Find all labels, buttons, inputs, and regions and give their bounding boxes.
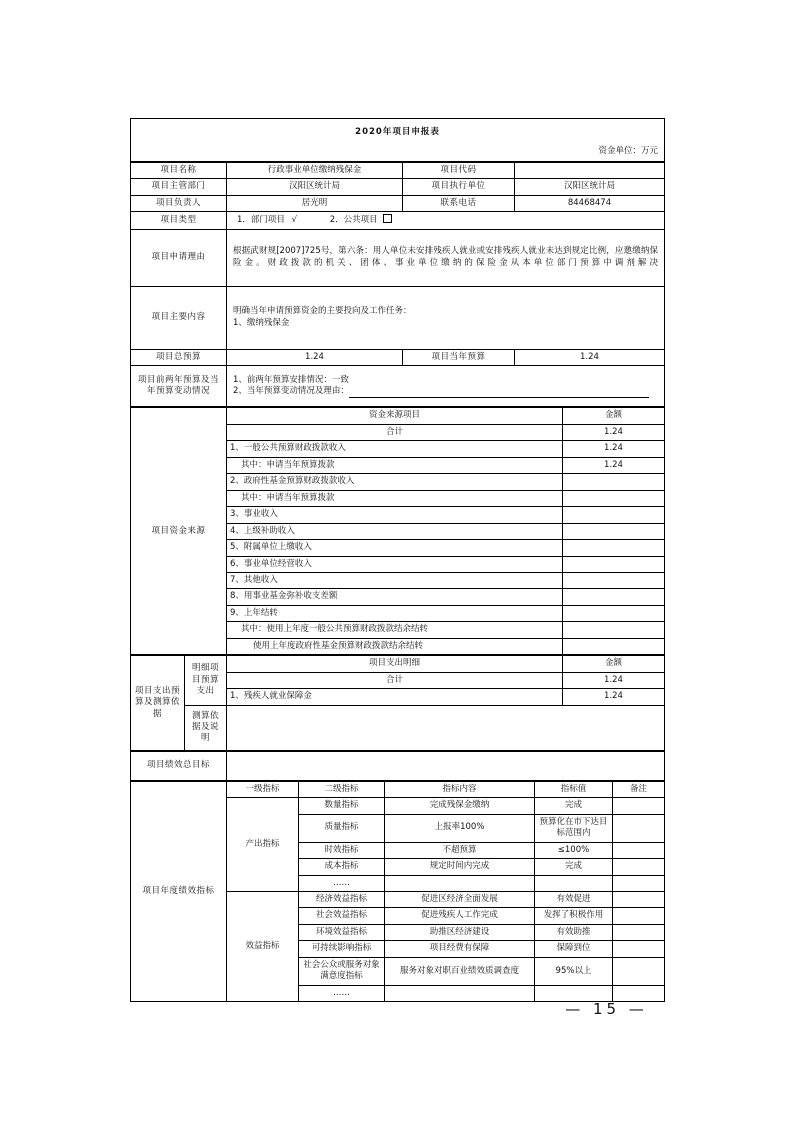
performance-value: 保障到位 xyxy=(535,941,613,957)
performance-note xyxy=(613,842,665,858)
reason-text: 根据武财规[2007]725号，第六条：用人单位未安排残疾人就业或安排残疾人就业未达到规定比例，应邀缴纳保险金。财政拨款的机关、团体、事业单位缴纳的保险金从本单位部门预算中调剂解决 xyxy=(227,229,665,286)
performance-col-level1: 一级指标 xyxy=(227,781,299,797)
funding-amount: 1.24 xyxy=(563,457,665,473)
performance-level2: …… xyxy=(299,985,385,1001)
project-type-option-2-checkbox[interactable] xyxy=(383,214,392,223)
performance-value xyxy=(535,875,613,891)
page-title: 2020年项目申报表 xyxy=(131,119,665,145)
performance-content: 助推区经济建设 xyxy=(385,924,535,940)
performance-note xyxy=(613,798,665,814)
budget-change-label: 项目前两年预算及当年预算变动情况 xyxy=(131,366,227,407)
header-info-table xyxy=(130,162,665,407)
budget-change-line-1: 1、前两年预算安排情况：一致 xyxy=(233,374,349,385)
table-row xyxy=(131,195,665,211)
performance-content: 项目经费有保障 xyxy=(385,941,535,957)
performance-goal-table xyxy=(130,751,665,781)
performance-note xyxy=(613,814,665,842)
funding-item: 使用上年度政府性基金预算财政拨款结余结转 xyxy=(227,638,563,654)
funding-item: 5、附属单位上缴收入 xyxy=(227,540,563,556)
table-row xyxy=(131,705,665,750)
funding-amount: 1.24 xyxy=(563,441,665,457)
performance-value: 完成 xyxy=(535,859,613,875)
performance-note xyxy=(613,859,665,875)
table-row xyxy=(131,656,665,672)
expenditure-item: 1、残疾人就业保障金 xyxy=(227,689,563,705)
performance-level2: 数量指标 xyxy=(299,798,385,814)
currency-unit-note: 资金单位：万元 xyxy=(131,144,665,161)
performance-level2: 质量指标 xyxy=(299,814,385,842)
funding-amount: 1.24 xyxy=(563,424,665,440)
performance-col-value: 指标值 xyxy=(535,781,613,797)
table-row xyxy=(131,408,665,424)
owner-value: 居光明 xyxy=(227,195,403,211)
project-type-option-1: 1．部门项目 xyxy=(237,215,285,226)
project-type-option-1-check[interactable]: √ xyxy=(291,215,298,226)
phone-label: 联系电话 xyxy=(403,195,515,211)
funding-source-row-label: 项目资金来源 xyxy=(131,408,227,655)
performance-content: 服务对象对职百业绩效质调查度 xyxy=(385,957,535,985)
performance-content: 完成残保金缴纳 xyxy=(385,798,535,814)
budget-change-text xyxy=(227,366,665,407)
performance-total-goal-value xyxy=(227,751,665,780)
funding-item: 3、事业收入 xyxy=(227,507,563,523)
expenditure-col-amount: 金额 xyxy=(563,656,665,672)
project-type-option-2: 2．公共项目 xyxy=(329,215,378,226)
performance-content: 不超预算 xyxy=(385,842,535,858)
funding-col-item: 资金来源项目 xyxy=(227,408,563,424)
table-row xyxy=(131,286,665,349)
performance-level2: 成本指标 xyxy=(299,859,385,875)
funding-item: 8、用事业基金弥补收支差额 xyxy=(227,589,563,605)
content-text xyxy=(227,286,665,349)
project-name-label: 项目名称 xyxy=(131,162,227,178)
table-row xyxy=(131,162,665,178)
funding-item: 1、一般公共预算财政拨款收入 xyxy=(227,441,563,457)
budget-change-line-2: 2、当年预算变动情况及理由： xyxy=(233,386,661,397)
dept-value: 汉阳区统计局 xyxy=(227,179,403,195)
project-code-value xyxy=(515,162,665,178)
funding-item: 其中：使用上年度一般公共预算财政拨款结余结转 xyxy=(227,622,563,638)
performance-content: 规定时间内完成 xyxy=(385,859,535,875)
performance-col-content: 指标内容 xyxy=(385,781,535,797)
funding-amount xyxy=(563,507,665,523)
funding-amount xyxy=(563,638,665,654)
performance-value: 有效助推 xyxy=(535,924,613,940)
expenditure-sub-label-2: 测算依据及说明 xyxy=(185,705,227,750)
performance-content xyxy=(385,875,535,891)
owner-label: 项目负责人 xyxy=(131,195,227,211)
funding-amount xyxy=(563,556,665,572)
funding-item: 6、事业单位经营收入 xyxy=(227,556,563,572)
funding-amount xyxy=(563,572,665,588)
phone-value: 84468474 xyxy=(515,195,665,211)
funding-amount xyxy=(563,474,665,490)
expenditure-basis-note xyxy=(227,705,665,750)
funding-col-amount: 金额 xyxy=(563,408,665,424)
table-row xyxy=(131,179,665,195)
exec-unit-value: 汉阳区统计局 xyxy=(515,179,665,195)
funding-item: 9、上年结转 xyxy=(227,605,563,621)
funding-amount xyxy=(563,589,665,605)
dept-label: 项目主管部门 xyxy=(131,179,227,195)
year-budget-label: 项目当年预算 xyxy=(403,349,515,365)
performance-content: 促进区经济全面发展 xyxy=(385,892,535,908)
expenditure-sub-label-1: 明细项目预算支出 xyxy=(185,656,227,705)
content-label: 项目主要内容 xyxy=(131,286,227,349)
performance-col-level2: 二级指标 xyxy=(299,781,385,797)
performance-note xyxy=(613,957,665,985)
reason-label: 项目申请理由 xyxy=(131,229,227,286)
table-row xyxy=(131,781,665,797)
performance-value: 95%以上 xyxy=(535,957,613,985)
performance-total-goal-label: 项目绩效总目标 xyxy=(131,751,227,780)
performance-level2: 时效指标 xyxy=(299,842,385,858)
performance-indicator-table xyxy=(130,781,665,1003)
funding-source-table xyxy=(130,407,665,655)
funding-amount xyxy=(563,523,665,539)
content-text-line-2: 1、缴纳残保金 xyxy=(233,317,290,328)
performance-note xyxy=(613,892,665,908)
performance-year-label: 项目年度绩效指标 xyxy=(131,781,227,1002)
performance-content: 促进残疾人工作完成 xyxy=(385,908,535,924)
funding-item: 其中：申请当年预算拨款 xyxy=(227,490,563,506)
performance-value: ≤100% xyxy=(535,842,613,858)
funding-amount xyxy=(563,540,665,556)
expenditure-col-item: 项目支出明细 xyxy=(227,656,563,672)
expenditure-table xyxy=(130,655,665,750)
performance-note xyxy=(613,941,665,957)
budget-change-blank[interactable] xyxy=(349,388,649,398)
performance-level2: 社会公众或服务对象满意度指标 xyxy=(299,957,385,985)
performance-content: 上报率100% xyxy=(385,814,535,842)
performance-value: 完成 xyxy=(535,798,613,814)
funding-item: 4、上级补助收入 xyxy=(227,523,563,539)
form-sheet xyxy=(130,118,664,1002)
performance-value: 预算化在市下达目标范围内 xyxy=(535,814,613,842)
funding-amount xyxy=(563,605,665,621)
funding-item: 合计 xyxy=(227,424,563,440)
performance-level1-benefit: 效益指标 xyxy=(227,892,299,1002)
expenditure-amount: 1.24 xyxy=(563,689,665,705)
performance-note xyxy=(613,924,665,940)
table-row xyxy=(131,751,665,780)
performance-value: 有效促进 xyxy=(535,892,613,908)
expenditure-amount: 1.24 xyxy=(563,672,665,688)
performance-level2: …… xyxy=(299,875,385,891)
project-name-value: 行政事业单位缴纳残保金 xyxy=(227,162,403,178)
title-table xyxy=(130,118,665,162)
performance-value: 发挥了积极作用 xyxy=(535,908,613,924)
project-type-options xyxy=(227,212,665,229)
total-budget-label: 项目总预算 xyxy=(131,349,227,365)
total-budget-value: 1.24 xyxy=(227,349,403,365)
table-row xyxy=(131,229,665,286)
funding-item: 其中：申请当年预算拨款 xyxy=(227,457,563,473)
project-code-label: 项目代码 xyxy=(403,162,515,178)
expenditure-item: 合计 xyxy=(227,672,563,688)
table-row xyxy=(131,212,665,229)
table-row xyxy=(131,349,665,365)
funding-item: 7、其他收入 xyxy=(227,572,563,588)
performance-note xyxy=(613,875,665,891)
year-budget-value: 1.24 xyxy=(515,349,665,365)
expenditure-row-label: 项目支出预算及测算依据 xyxy=(131,656,185,750)
funding-item: 2、政府性基金预算财政拨款收入 xyxy=(227,474,563,490)
exec-unit-label: 项目执行单位 xyxy=(403,179,515,195)
performance-level2: 社会效益指标 xyxy=(299,908,385,924)
performance-note xyxy=(613,908,665,924)
content-text-line-1: 明确当年申请预算资金的主要投向及工作任务： xyxy=(233,306,412,317)
performance-level1-output: 产出指标 xyxy=(227,798,299,892)
page-number: — 15 — xyxy=(565,1000,648,1018)
performance-level2: 经济效益指标 xyxy=(299,892,385,908)
project-type-label: 项目类型 xyxy=(131,212,227,229)
performance-level2: 可持续影响指标 xyxy=(299,941,385,957)
funding-amount xyxy=(563,490,665,506)
funding-amount xyxy=(563,622,665,638)
performance-col-note: 备注 xyxy=(613,781,665,797)
table-row xyxy=(131,366,665,407)
performance-level2: 环境效益指标 xyxy=(299,924,385,940)
